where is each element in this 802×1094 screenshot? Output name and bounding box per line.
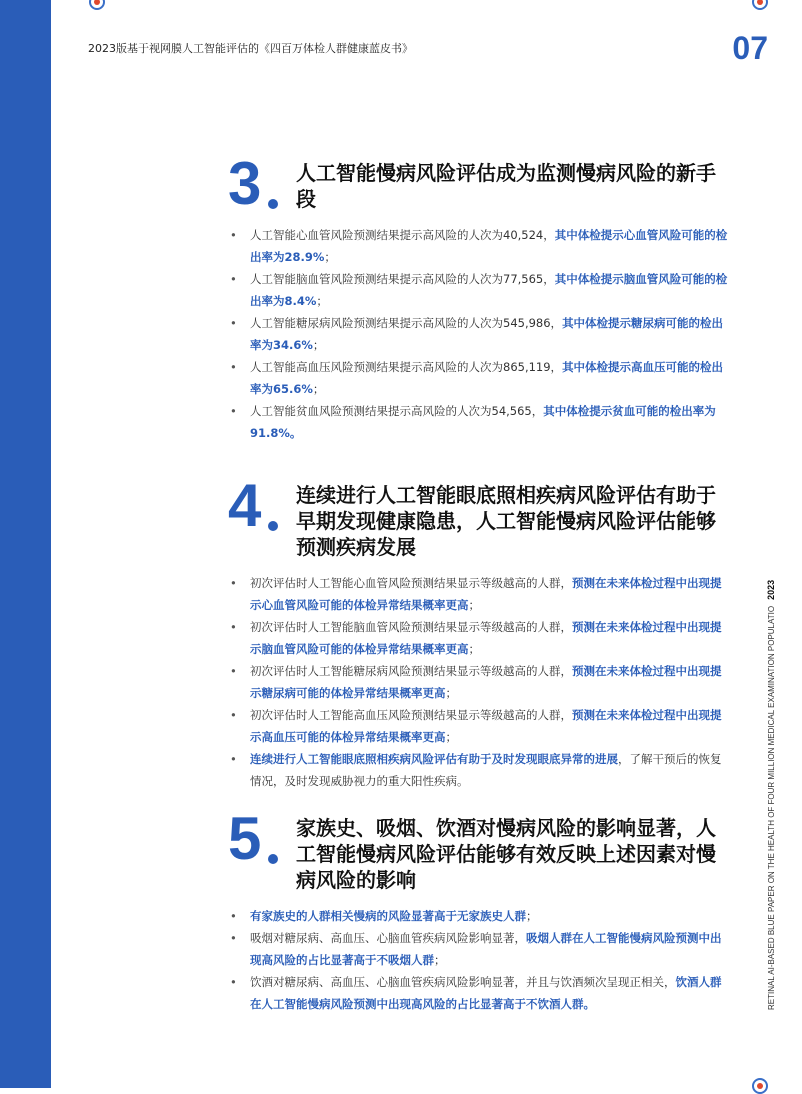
side-running-title <box>766 580 776 1010</box>
report-title: 2023版基于视网膜人工智能评估的《四百万体检人群健康蓝皮书》 <box>88 42 413 55</box>
list-item: • 人工智能糖尿病风险预测结果提示高风险的人次为545,986，其中体检提示糖尿病可能的检出率为34.6%； <box>228 312 728 356</box>
section-5 <box>228 805 728 1015</box>
bullet-list <box>228 905 728 1015</box>
target-dot-icon <box>89 0 105 10</box>
section-title: 家族史、吸烟、饮酒对慢病风险的影响显著，人工智能慢病风险评估能够有效反映上述因素对慢病风险的影响 <box>296 816 716 892</box>
section-3 <box>228 150 728 444</box>
list-item: • 吸烟对糖尿病、高血压、心脑血管疾病风险影响显著，吸烟人群在人工智能慢病风险预测中出现高风险的占比显著高于不吸烟人群； <box>228 927 728 971</box>
list-item: • 初次评估时人工智能糖尿病风险预测结果显示等级越高的人群，预测在未来体检过程中出现提示糖尿病可能的体检异常结果概率更高； <box>228 660 728 704</box>
list-item: • 人工智能脑血管风险预测结果提示高风险的人次为77,565，其中体检提示脑血管风险可能的检出率为8.4%； <box>228 268 728 312</box>
section-number: 4 <box>228 472 262 539</box>
list-item: • 初次评估时人工智能心血管风险预测结果显示等级越高的人群，预测在未来体检过程中出现提示心血管风险可能的体检异常结果概率更高； <box>228 572 728 616</box>
bullet-list <box>228 224 728 444</box>
bullet-list <box>228 572 728 792</box>
side-running-text: RETINAL AI-BASED BLUE PAPER ON THE HEALTH OF FOUR MILLION MEDICAL EXAMINATION POPULATIO <box>767 605 776 1010</box>
section-number: 3 <box>228 150 262 217</box>
list-item: • 人工智能高血压风险预测结果提示高风险的人次为865,119，其中体检提示高血压可能的检出率为65.6%； <box>228 356 728 400</box>
list-item: • 初次评估时人工智能高血压风险预测结果显示等级越高的人群，预测在未来体检过程中出现提示高血压可能的体检异常结果概率更高； <box>228 704 728 748</box>
section-number-dot <box>268 854 278 864</box>
target-dot-icon <box>752 1078 768 1094</box>
section-heading <box>228 472 728 560</box>
list-item: • 饮酒对糖尿病、高血压、心脑血管疾病风险影响显著，并且与饮酒频次呈现正相关，饮酒人群在人工智能慢病风险预测中出现高风险的占比显著高于不饮酒人群。 <box>228 971 728 1015</box>
left-accent-bar <box>0 0 51 1088</box>
section-heading <box>228 150 728 217</box>
list-item: • 人工智能贫血风险预测结果提示高风险的人次为54,565，其中体检提示贫血可能的检出率为91.8%。 <box>228 400 728 444</box>
section-title: 人工智能慢病风险评估成为监测慢病风险的新手段 <box>296 161 716 211</box>
section-4 <box>228 472 728 792</box>
side-year: 2023 <box>766 579 776 600</box>
page-number: 07 <box>732 30 768 66</box>
section-number: 5 <box>228 805 262 872</box>
section-number-dot <box>268 199 278 209</box>
target-dot-icon <box>752 0 768 10</box>
section-title: 连续进行人工智能眼底照相疾病风险评估有助于早期发现健康隐患，人工智能慢病风险评估能够预测疾病发展 <box>296 483 716 559</box>
list-item: • 连续进行人工智能眼底照相疾病风险评估有助于及时发现眼底异常的进展，了解干预后的恢复情况，及时发现威胁视力的重大阳性疾病。 <box>228 748 728 792</box>
section-number-dot <box>268 521 278 531</box>
list-item: • 有家族史的人群相关慢病的风险显著高于无家族史人群； <box>228 905 728 927</box>
section-heading <box>228 805 728 893</box>
list-item: • 人工智能心血管风险预测结果提示高风险的人次为40,524，其中体检提示心血管风险可能的检出率为28.9%； <box>228 224 728 268</box>
list-item: • 初次评估时人工智能脑血管风险预测结果显示等级越高的人群，预测在未来体检过程中出现提示脑血管风险可能的体检异常结果概率更高； <box>228 616 728 660</box>
